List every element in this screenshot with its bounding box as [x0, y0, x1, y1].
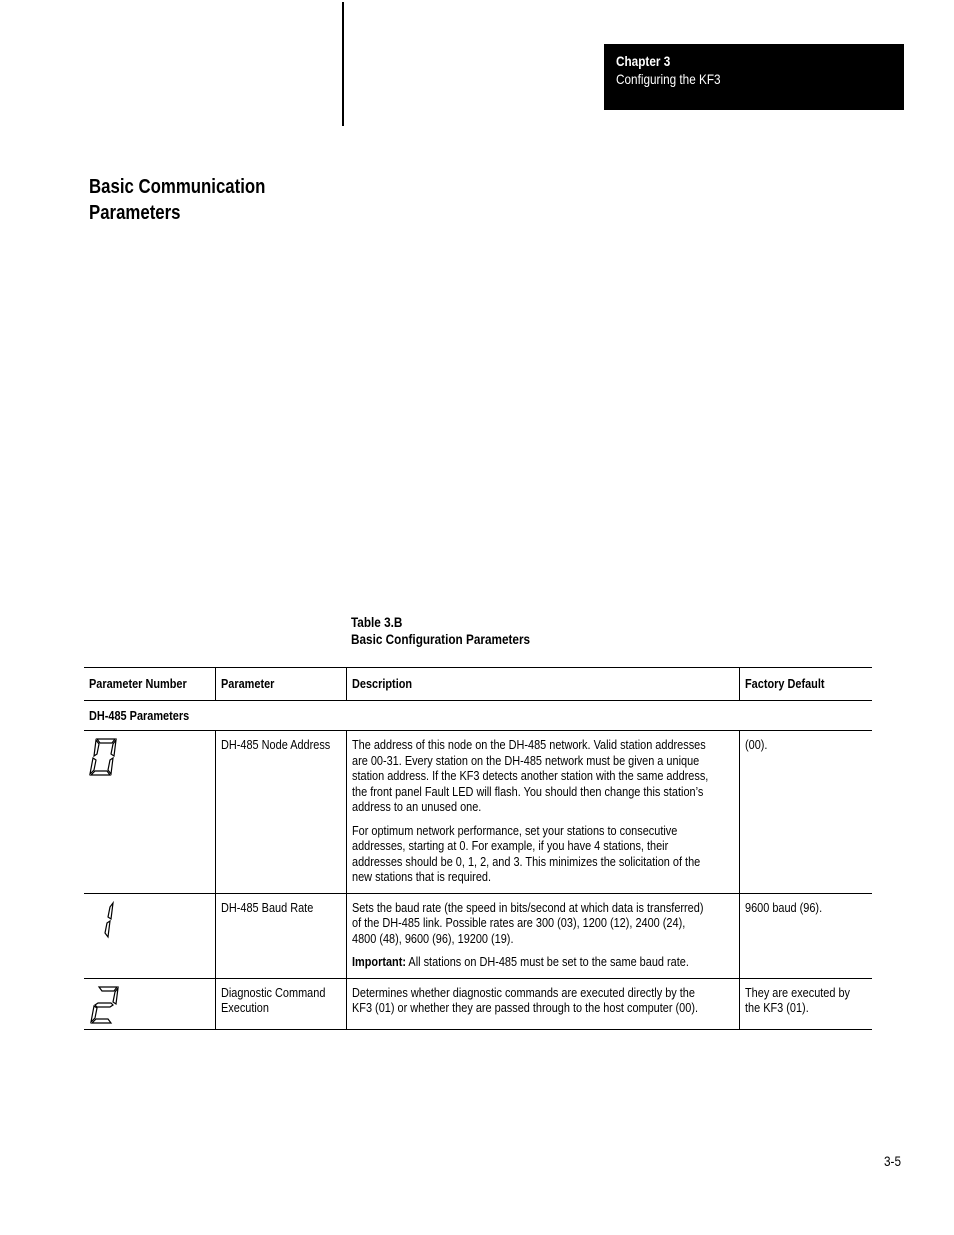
parameter-number-cell — [84, 893, 215, 978]
parameter-number-cell — [84, 978, 215, 1030]
column-header-factory-default: Factory Default — [739, 668, 872, 701]
page-number: 3-5 — [884, 1153, 901, 1169]
table-header-row — [84, 668, 872, 701]
parameter-cell: DH-485 Baud Rate — [215, 893, 346, 978]
parameters-table — [84, 667, 872, 1030]
column-header-parameter: Parameter — [215, 668, 346, 701]
factory-default-cell: (00). — [739, 731, 872, 894]
description-cell: The address of this node on the DH-485 network. Valid station addresses are 00-31. Every station on the DH-485 network must be given a unique station address. If the KF3 detects another station with the same address, the front panel Fault LED will flash. You should then change this station’s address to an unused one. For optimum network performance, set your stations to consecutive addresses, starting at 0. For example, if you have 4 stations, their addresses should be 0, 1, 2, and 3. This minimizes the solicitation of the new stations that is required. — [346, 731, 739, 894]
seven-segment-digit-2-icon — [86, 984, 126, 1026]
factory-default-cell: They are executed by the KF3 (01). — [739, 978, 872, 1030]
description-cell: Determines whether diagnostic commands are executed directly by the KF3 (01) or whether they are passed through to the host computer (00). — [346, 978, 739, 1030]
table-row — [84, 893, 872, 978]
section-title: Basic Communication Parameters — [89, 176, 266, 224]
parameter-cell: DH-485 Node Address — [215, 731, 346, 894]
table-row — [84, 978, 872, 1030]
description-cell: Sets the baud rate (the speed in bits/second at which data is transferred) of the DH-485 link. Possible rates are 300 (03), 1200 (12), 2400 (24), 4800 (48), 9600 (96), 19200 (19). Important: All stations on DH-485 must be set to the same baud rate. — [346, 893, 739, 978]
factory-default-cell: 9600 baud (96). — [739, 893, 872, 978]
group-label: DH-485 Parameters — [84, 701, 872, 731]
column-header-parameter-number: Parameter Number — [84, 668, 215, 701]
table-caption: Table 3.B Basic Configuration Parameters — [351, 614, 531, 647]
important-label: Important: — [351, 954, 406, 969]
seven-segment-digit-1-icon — [86, 899, 126, 941]
chapter-label: Chapter 3 — [616, 53, 671, 69]
chapter-title: Configuring the KF3 — [616, 71, 721, 87]
column-header-description: Description — [346, 668, 739, 701]
table-group-row — [84, 701, 872, 731]
chapter-header — [604, 44, 904, 110]
seven-segment-digit-0-icon — [86, 736, 126, 778]
header-rule — [342, 2, 344, 126]
table-row — [84, 731, 872, 894]
parameter-number-cell — [84, 731, 215, 894]
parameter-cell: Diagnostic Command Execution — [215, 978, 346, 1030]
